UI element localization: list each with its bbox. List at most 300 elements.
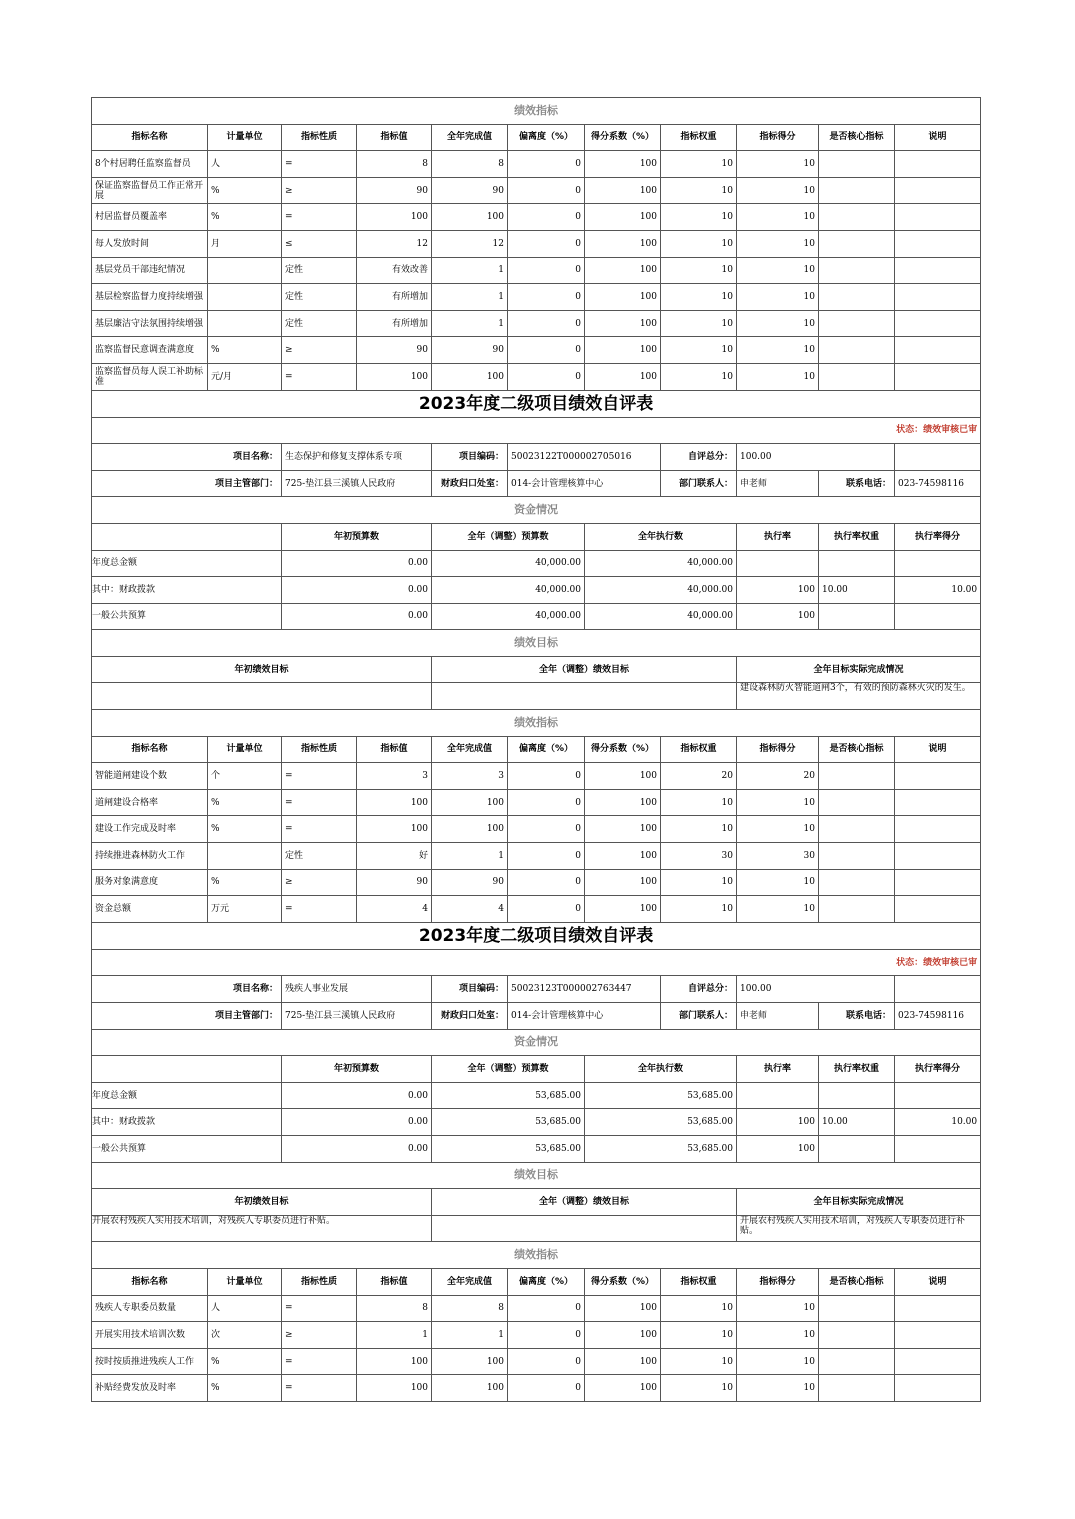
indicator-note — [895, 763, 981, 790]
indicator-coef: 100 — [585, 789, 661, 816]
header-nature: 指标性质 — [282, 1268, 357, 1295]
indicator-weight: 10 — [661, 816, 737, 843]
header-rate-score: 执行率得分 — [895, 1056, 981, 1083]
indicator-deviation: 0 — [508, 230, 585, 257]
indicator-score: 10 — [737, 310, 819, 337]
empty-cell — [92, 1056, 282, 1083]
indicator-core — [819, 257, 895, 284]
header-goal-actual: 全年目标实际完成情况 — [737, 656, 981, 683]
funds-rate-score — [895, 1082, 981, 1109]
indicator-coef: 100 — [585, 257, 661, 284]
funds-rate-score: 10.00 — [895, 1109, 981, 1136]
indicator-weight: 10 — [661, 869, 737, 896]
funds-rate-weight — [819, 550, 895, 577]
indicator-unit: % — [208, 1375, 282, 1402]
project-name-label: 项目名称： — [92, 444, 282, 471]
indicator-note — [895, 1322, 981, 1349]
indicator-value: 100 — [357, 789, 432, 816]
funds-rate-score — [895, 1135, 981, 1162]
indicator-deviation: 0 — [508, 284, 585, 311]
indicator-note — [895, 896, 981, 923]
indicator-section-title: 绩效指标 — [92, 710, 981, 737]
self-score-label: 自评总分： — [661, 976, 737, 1003]
indicator-nature: 定性 — [282, 257, 357, 284]
contact-value: 申老师 — [737, 1003, 819, 1030]
header-value: 指标值 — [357, 1268, 432, 1295]
project-title-row — [92, 390, 981, 417]
contact-value: 申老师 — [737, 470, 819, 497]
indicator-name: 开展实用技术培训次数 — [92, 1322, 208, 1349]
indicator-name: 8个村居聘任监察监督员 — [92, 151, 208, 178]
indicator-value: 100 — [357, 204, 432, 231]
header-budget-adjusted: 全年（调整）预算数 — [432, 1056, 585, 1083]
indicator-deviation: 0 — [508, 896, 585, 923]
funds-rate: 100 — [737, 577, 819, 604]
header-done: 全年完成值 — [432, 736, 508, 763]
header-rate-score: 执行率得分 — [895, 523, 981, 550]
empty-cell — [895, 976, 981, 1003]
indicator-coef: 100 — [585, 230, 661, 257]
indicator-section-title-row — [92, 710, 981, 737]
indicator-score: 10 — [737, 177, 819, 204]
funds-row — [92, 1135, 981, 1162]
indicator-note — [895, 843, 981, 870]
indicator-value: 有所增加 — [357, 284, 432, 311]
indicator-note — [895, 1348, 981, 1375]
funds-row — [92, 1109, 981, 1136]
header-goal-initial: 年初绩效目标 — [92, 656, 432, 683]
indicator-section-title-row — [92, 1242, 981, 1269]
indicator-weight: 10 — [661, 230, 737, 257]
funds-row-label: 一般公共预算 — [92, 1135, 282, 1162]
indicator-name: 持续推进森林防火工作 — [92, 843, 208, 870]
header-nature: 指标性质 — [282, 124, 357, 151]
indicator-value: 有所增加 — [357, 310, 432, 337]
indicator-section-title-row — [92, 98, 981, 125]
indicator-nature: = — [282, 204, 357, 231]
funds-rate: 100 — [737, 1135, 819, 1162]
indicator-name: 监察监督民意调查满意度 — [92, 337, 208, 364]
indicator-done: 4 — [432, 896, 508, 923]
indicator-unit: 万元 — [208, 896, 282, 923]
table-row — [92, 151, 981, 178]
indicator-deviation: 0 — [508, 1348, 585, 1375]
indicator-coef: 100 — [585, 363, 661, 390]
funds-executed: 53,685.00 — [585, 1109, 737, 1136]
project-code-value: 50023123T000002763447 — [508, 976, 661, 1003]
status-row — [92, 417, 981, 444]
funds-rate — [737, 1082, 819, 1109]
indicator-done: 1 — [432, 284, 508, 311]
header-rate: 执行率 — [737, 1056, 819, 1083]
table-row — [92, 310, 981, 337]
indicator-core — [819, 151, 895, 178]
indicator-nature: 定性 — [282, 843, 357, 870]
header-coef: 得分系数（%） — [585, 736, 661, 763]
indicator-nature: = — [282, 763, 357, 790]
indicator-core — [819, 177, 895, 204]
indicator-done: 1 — [432, 257, 508, 284]
indicator-note — [895, 337, 981, 364]
indicator-unit: 人 — [208, 1295, 282, 1322]
indicator-weight: 10 — [661, 1375, 737, 1402]
indicator-header-row — [92, 1268, 981, 1295]
indicator-coef: 100 — [585, 337, 661, 364]
funds-row — [92, 603, 981, 630]
indicator-coef: 100 — [585, 284, 661, 311]
indicator-core — [819, 1295, 895, 1322]
indicator-unit: % — [208, 177, 282, 204]
indicator-unit — [208, 257, 282, 284]
header-core: 是否核心指标 — [819, 1268, 895, 1295]
indicator-unit: % — [208, 789, 282, 816]
header-coef: 得分系数（%） — [585, 124, 661, 151]
funds-adjusted: 53,685.00 — [432, 1082, 585, 1109]
project-name-value: 残疾人事业发展 — [282, 976, 432, 1003]
funds-rate-weight — [819, 1082, 895, 1109]
indicator-deviation: 0 — [508, 177, 585, 204]
header-note: 说明 — [895, 1268, 981, 1295]
indicator-done: 1 — [432, 1322, 508, 1349]
header-core: 是否核心指标 — [819, 736, 895, 763]
indicator-note — [895, 816, 981, 843]
empty-cell — [895, 444, 981, 471]
indicator-value: 12 — [357, 230, 432, 257]
department-label: 项目主管部门： — [92, 1003, 282, 1030]
indicator-unit: 人 — [208, 151, 282, 178]
indicator-deviation: 0 — [508, 843, 585, 870]
department-value: 725-垫江县三溪镇人民政府 — [282, 470, 432, 497]
indicator-nature: = — [282, 896, 357, 923]
indicator-value: 有效改善 — [357, 257, 432, 284]
indicator-score: 10 — [737, 1295, 819, 1322]
table-row — [92, 1295, 981, 1322]
indicator-nature: = — [282, 1375, 357, 1402]
funds-executed: 53,685.00 — [585, 1135, 737, 1162]
indicator-weight: 10 — [661, 337, 737, 364]
table-row — [92, 763, 981, 790]
phone-value: 023-74598116 — [895, 1003, 981, 1030]
indicator-name: 基层检察监督力度持续增强 — [92, 284, 208, 311]
indicator-value: 100 — [357, 816, 432, 843]
indicator-done: 100 — [432, 1348, 508, 1375]
indicator-core — [819, 204, 895, 231]
funds-rate-score — [895, 603, 981, 630]
page-title: 2023年度二级项目绩效自评表 — [92, 390, 981, 417]
indicator-score: 10 — [737, 869, 819, 896]
indicator-header-row — [92, 736, 981, 763]
department-value: 725-垫江县三溪镇人民政府 — [282, 1003, 432, 1030]
header-weight: 指标权重 — [661, 736, 737, 763]
indicator-core — [819, 363, 895, 390]
table-row — [92, 1375, 981, 1402]
funds-row — [92, 577, 981, 604]
header-budget-adjusted: 全年（调整）预算数 — [432, 523, 585, 550]
header-done: 全年完成值 — [432, 124, 508, 151]
indicator-core — [819, 284, 895, 311]
header-nature: 指标性质 — [282, 736, 357, 763]
indicator-coef: 100 — [585, 816, 661, 843]
indicator-score: 10 — [737, 284, 819, 311]
goals-row — [92, 1215, 981, 1242]
indicator-nature: ≥ — [282, 177, 357, 204]
header-goal-initial: 年初绩效目标 — [92, 1189, 432, 1216]
indicator-nature: = — [282, 816, 357, 843]
contact-label: 部门联系人： — [661, 1003, 737, 1030]
header-name: 指标名称 — [92, 736, 208, 763]
project-code-value: 50023122T000002705016 — [508, 444, 661, 471]
indicator-value: 90 — [357, 869, 432, 896]
indicator-core — [819, 1375, 895, 1402]
indicator-weight: 10 — [661, 257, 737, 284]
indicator-score: 10 — [737, 337, 819, 364]
indicator-value: 4 — [357, 896, 432, 923]
indicator-unit: % — [208, 337, 282, 364]
header-note: 说明 — [895, 736, 981, 763]
indicator-coef: 100 — [585, 204, 661, 231]
status-row — [92, 949, 981, 976]
funds-adjusted: 40,000.00 — [432, 550, 585, 577]
header-rate-weight: 执行率权重 — [819, 523, 895, 550]
table-row — [92, 363, 981, 390]
project-info-row — [92, 976, 981, 1003]
indicator-coef: 100 — [585, 843, 661, 870]
indicator-score: 10 — [737, 230, 819, 257]
goals-header-row — [92, 656, 981, 683]
phone-label: 联系电话： — [819, 1003, 895, 1030]
goal-adjusted — [432, 683, 737, 710]
indicator-core — [819, 1348, 895, 1375]
indicator-deviation: 0 — [508, 257, 585, 284]
header-goal-adjusted: 全年（调整）绩效目标 — [432, 1189, 737, 1216]
table-row — [92, 1322, 981, 1349]
indicator-deviation: 0 — [508, 1322, 585, 1349]
indicator-note — [895, 310, 981, 337]
indicator-name: 道闸建设合格率 — [92, 789, 208, 816]
indicator-nature: ≥ — [282, 869, 357, 896]
table-row — [92, 816, 981, 843]
header-weight: 指标权重 — [661, 124, 737, 151]
indicator-coef: 100 — [585, 1322, 661, 1349]
funds-section-title-row — [92, 497, 981, 524]
indicator-done: 12 — [432, 230, 508, 257]
indicator-core — [819, 789, 895, 816]
header-name: 指标名称 — [92, 124, 208, 151]
indicator-note — [895, 230, 981, 257]
funds-rate-score — [895, 550, 981, 577]
funds-row-label: 年度总金额 — [92, 1082, 282, 1109]
table-row — [92, 843, 981, 870]
indicator-nature: 定性 — [282, 284, 357, 311]
funds-row — [92, 1082, 981, 1109]
indicator-core — [819, 816, 895, 843]
indicator-weight: 20 — [661, 763, 737, 790]
funds-row-label: 一般公共预算 — [92, 603, 282, 630]
project-name-label: 项目名称： — [92, 976, 282, 1003]
header-unit: 计量单位 — [208, 124, 282, 151]
indicator-note — [895, 204, 981, 231]
indicator-unit — [208, 284, 282, 311]
department-label: 项目主管部门： — [92, 470, 282, 497]
indicator-score: 10 — [737, 363, 819, 390]
goals-section-title-row — [92, 630, 981, 657]
funds-rate-weight — [819, 603, 895, 630]
funds-rate-score: 10.00 — [895, 577, 981, 604]
indicator-unit: % — [208, 816, 282, 843]
header-deviation: 偏离度（%） — [508, 1268, 585, 1295]
header-unit: 计量单位 — [208, 736, 282, 763]
indicator-unit: % — [208, 204, 282, 231]
table-row — [92, 177, 981, 204]
project-name-value: 生态保护和修复支撑体系专项 — [282, 444, 432, 471]
finance-office-label: 财政归口处室： — [432, 470, 508, 497]
indicator-weight: 10 — [661, 310, 737, 337]
indicator-score: 10 — [737, 1375, 819, 1402]
indicator-core — [819, 310, 895, 337]
funds-start: 0.00 — [282, 577, 432, 604]
funds-executed: 40,000.00 — [585, 550, 737, 577]
indicator-value: 100 — [357, 363, 432, 390]
indicator-done: 100 — [432, 1375, 508, 1402]
indicator-weight: 10 — [661, 1295, 737, 1322]
indicator-core — [819, 869, 895, 896]
indicator-value: 1 — [357, 1322, 432, 1349]
project-dept-row — [92, 1003, 981, 1030]
self-score-value: 100.00 — [737, 444, 895, 471]
funds-rate-weight — [819, 1135, 895, 1162]
header-value: 指标值 — [357, 736, 432, 763]
indicator-name: 保证监察监督员工作正常开展 — [92, 177, 208, 204]
indicator-name: 基层党员干部违纪情况 — [92, 257, 208, 284]
indicator-coef: 100 — [585, 177, 661, 204]
indicator-deviation: 0 — [508, 363, 585, 390]
indicator-coef: 100 — [585, 1295, 661, 1322]
indicator-nature: = — [282, 151, 357, 178]
header-note: 说明 — [895, 124, 981, 151]
header-score: 指标得分 — [737, 124, 819, 151]
indicator-deviation: 0 — [508, 816, 585, 843]
header-core: 是否核心指标 — [819, 124, 895, 151]
finance-office-value: 014-会计管理核算中心 — [508, 470, 661, 497]
indicator-unit: 月 — [208, 230, 282, 257]
indicator-done: 100 — [432, 789, 508, 816]
funds-rate-weight: 10.00 — [819, 577, 895, 604]
indicator-weight: 10 — [661, 896, 737, 923]
project-code-label: 项目编码： — [432, 444, 508, 471]
funds-adjusted: 53,685.00 — [432, 1135, 585, 1162]
indicator-note — [895, 789, 981, 816]
project-title-row — [92, 922, 981, 949]
goal-actual: 开展农村残疾人实用技术培训，对残疾人专职委员进行补贴。 — [737, 1215, 981, 1242]
funds-start: 0.00 — [282, 1082, 432, 1109]
indicator-nature: ≥ — [282, 337, 357, 364]
indicator-section-title: 绩效指标 — [92, 1242, 981, 1269]
funds-executed: 53,685.00 — [585, 1082, 737, 1109]
indicator-done: 100 — [432, 816, 508, 843]
indicator-note — [895, 869, 981, 896]
indicator-name: 智能道闸建设个数 — [92, 763, 208, 790]
phone-label: 联系电话： — [819, 470, 895, 497]
indicator-unit: 元/月 — [208, 363, 282, 390]
indicator-weight: 10 — [661, 177, 737, 204]
indicator-nature: = — [282, 789, 357, 816]
indicator-nature: = — [282, 1348, 357, 1375]
indicator-value: 好 — [357, 843, 432, 870]
header-unit: 计量单位 — [208, 1268, 282, 1295]
goals-section-title-row — [92, 1162, 981, 1189]
indicator-unit: 次 — [208, 1322, 282, 1349]
indicator-weight: 10 — [661, 204, 737, 231]
goal-adjusted — [432, 1215, 737, 1242]
indicator-value: 8 — [357, 1295, 432, 1322]
table-row — [92, 284, 981, 311]
funds-adjusted: 40,000.00 — [432, 603, 585, 630]
header-rate: 执行率 — [737, 523, 819, 550]
status-badge: 状态：绩效审核已审 — [92, 949, 981, 976]
indicator-name: 资金总额 — [92, 896, 208, 923]
funds-section-title: 资金情况 — [92, 497, 981, 524]
indicator-value: 90 — [357, 177, 432, 204]
indicator-core — [819, 896, 895, 923]
header-weight: 指标权重 — [661, 1268, 737, 1295]
header-value: 指标值 — [357, 124, 432, 151]
indicator-score: 10 — [737, 151, 819, 178]
indicator-done: 90 — [432, 869, 508, 896]
table-row — [92, 257, 981, 284]
indicator-nature: 定性 — [282, 310, 357, 337]
indicator-value: 100 — [357, 1348, 432, 1375]
indicator-value: 8 — [357, 151, 432, 178]
indicator-unit — [208, 843, 282, 870]
indicator-name: 每人发放时间 — [92, 230, 208, 257]
table-row — [92, 1348, 981, 1375]
indicator-deviation: 0 — [508, 151, 585, 178]
funds-rate — [737, 550, 819, 577]
phone-value: 023-74598116 — [895, 470, 981, 497]
indicator-score: 10 — [737, 789, 819, 816]
indicator-weight: 10 — [661, 151, 737, 178]
indicator-header-row — [92, 124, 981, 151]
indicator-weight: 10 — [661, 789, 737, 816]
funds-rate: 100 — [737, 603, 819, 630]
header-done: 全年完成值 — [432, 1268, 508, 1295]
indicator-score: 10 — [737, 816, 819, 843]
goals-row — [92, 683, 981, 710]
funds-row-label: 其中：财政拨款 — [92, 577, 282, 604]
indicator-note — [895, 284, 981, 311]
indicator-done: 1 — [432, 843, 508, 870]
header-score: 指标得分 — [737, 1268, 819, 1295]
funds-start: 0.00 — [282, 1109, 432, 1136]
indicator-name: 基层廉洁守法氛围持续增强 — [92, 310, 208, 337]
indicator-score: 10 — [737, 896, 819, 923]
indicator-unit: % — [208, 869, 282, 896]
indicator-done: 90 — [432, 337, 508, 364]
indicator-name: 残疾人专职委员数量 — [92, 1295, 208, 1322]
indicator-done: 100 — [432, 204, 508, 231]
indicator-done: 100 — [432, 363, 508, 390]
funds-executed: 40,000.00 — [585, 577, 737, 604]
indicator-score: 20 — [737, 763, 819, 790]
indicator-name: 村居监督员覆盖率 — [92, 204, 208, 231]
table-row — [92, 896, 981, 923]
indicator-note — [895, 177, 981, 204]
header-rate-weight: 执行率权重 — [819, 1056, 895, 1083]
contact-label: 部门联系人： — [661, 470, 737, 497]
indicator-done: 8 — [432, 151, 508, 178]
indicator-score: 10 — [737, 1348, 819, 1375]
table-row — [92, 337, 981, 364]
